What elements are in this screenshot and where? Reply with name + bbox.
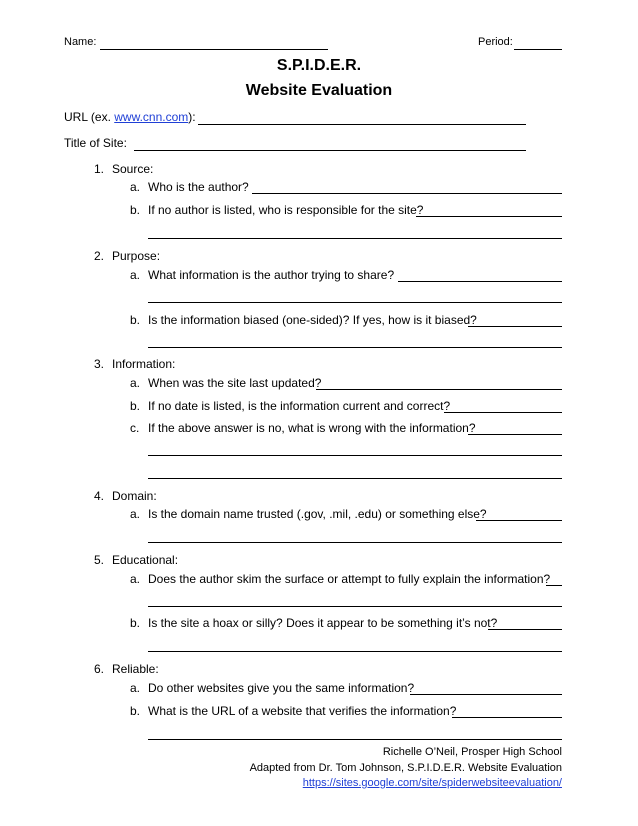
answer-line[interactable] xyxy=(410,694,562,695)
question-text: What is the URL of a website that verifies the information? xyxy=(148,704,457,718)
section-number: 4. xyxy=(94,489,105,503)
question-letter: b. xyxy=(130,399,141,413)
answer-line[interactable] xyxy=(452,717,562,718)
page-title: S.P.I.D.E.R. xyxy=(276,57,362,74)
url-example-link[interactable]: www.cnn.com xyxy=(114,110,189,124)
answer-line[interactable] xyxy=(148,739,562,740)
question-letter: b. xyxy=(130,616,141,630)
footer-source-link[interactable]: https://sites.google.com/site/spiderwebsiteevaluation/ xyxy=(302,777,562,789)
question-text: Is the domain name trusted (.gov, .mil, .edu) or something else? xyxy=(148,507,487,521)
question-text: If no date is listed, is the information current and correct? xyxy=(148,399,451,413)
question-letter: a. xyxy=(130,268,141,282)
answer-line[interactable] xyxy=(316,389,562,390)
period-field[interactable] xyxy=(514,49,562,50)
answer-line[interactable] xyxy=(398,281,562,282)
question-letter: b. xyxy=(130,313,141,327)
answer-line[interactable] xyxy=(252,193,562,194)
answer-line[interactable] xyxy=(468,326,562,327)
answer-line[interactable] xyxy=(148,455,562,456)
answer-line[interactable] xyxy=(148,606,562,607)
site-title-field[interactable] xyxy=(134,150,526,151)
question-letter: b. xyxy=(130,704,141,718)
answer-line[interactable] xyxy=(476,520,562,521)
section-number: 3. xyxy=(94,357,105,371)
question-text: If no author is listed, who is responsible for the site? xyxy=(148,203,424,217)
section-number: 2. xyxy=(94,249,105,263)
answer-line[interactable] xyxy=(444,412,562,413)
period-label: Period: xyxy=(478,36,513,48)
footer-adapted: Adapted from Dr. Tom Johnson, S.P.I.D.E.R. Website Evaluation xyxy=(249,762,562,774)
question-text: Does the author skim the surface or attempt to fully explain the information? xyxy=(148,572,551,586)
section-number: 6. xyxy=(94,662,105,676)
answer-line[interactable] xyxy=(148,238,562,239)
answer-line[interactable] xyxy=(416,216,562,217)
answer-line[interactable] xyxy=(148,478,562,479)
section-number: 5. xyxy=(94,553,105,567)
question-letter: a. xyxy=(130,681,141,695)
question-text: What information is the author trying to share? xyxy=(148,268,395,282)
question-text: If the above answer is no, what is wrong with the information? xyxy=(148,421,476,435)
answer-line[interactable] xyxy=(148,347,562,348)
question-text: Who is the author? xyxy=(148,180,249,194)
name-label: Name: xyxy=(64,36,97,48)
answer-line[interactable] xyxy=(488,629,562,630)
question-text: When was the site last updated? xyxy=(148,376,322,390)
url-field[interactable] xyxy=(198,124,526,125)
section-heading-purpose: Purpose: xyxy=(112,249,161,263)
name-field[interactable] xyxy=(100,49,328,50)
section-heading-source: Source: xyxy=(112,162,154,176)
answer-line[interactable] xyxy=(468,434,562,435)
section-heading-domain: Domain: xyxy=(112,489,157,503)
question-letter: c. xyxy=(130,421,140,435)
answer-line[interactable] xyxy=(546,585,562,586)
answer-line[interactable] xyxy=(148,542,562,543)
section-heading-educational: Educational: xyxy=(112,553,179,567)
answer-line[interactable] xyxy=(148,302,562,303)
question-letter: a. xyxy=(130,180,141,194)
question-letter: a. xyxy=(130,376,141,390)
section-heading-reliable: Reliable: xyxy=(112,662,159,676)
question-letter: a. xyxy=(130,507,141,521)
question-text: Is the information biased (one-sided)? If yes, how is it biased? xyxy=(148,313,477,327)
page-subtitle: Website Evaluation xyxy=(245,82,393,99)
question-letter: a. xyxy=(130,572,141,586)
question-letter: b. xyxy=(130,203,141,217)
question-text: Do other websites give you the same information? xyxy=(148,681,415,695)
question-text: Is the site a hoax or silly? Does it appear to be something it’s not? xyxy=(148,616,498,630)
section-number: 1. xyxy=(94,162,105,176)
section-heading-information: Information: xyxy=(112,357,176,371)
url-label: URL (ex. www.cnn.com): xyxy=(64,110,196,124)
footer-author: Richelle O’Neil, Prosper High School xyxy=(382,746,562,758)
site-title-label: Title of Site: xyxy=(64,136,127,150)
answer-line[interactable] xyxy=(148,651,562,652)
